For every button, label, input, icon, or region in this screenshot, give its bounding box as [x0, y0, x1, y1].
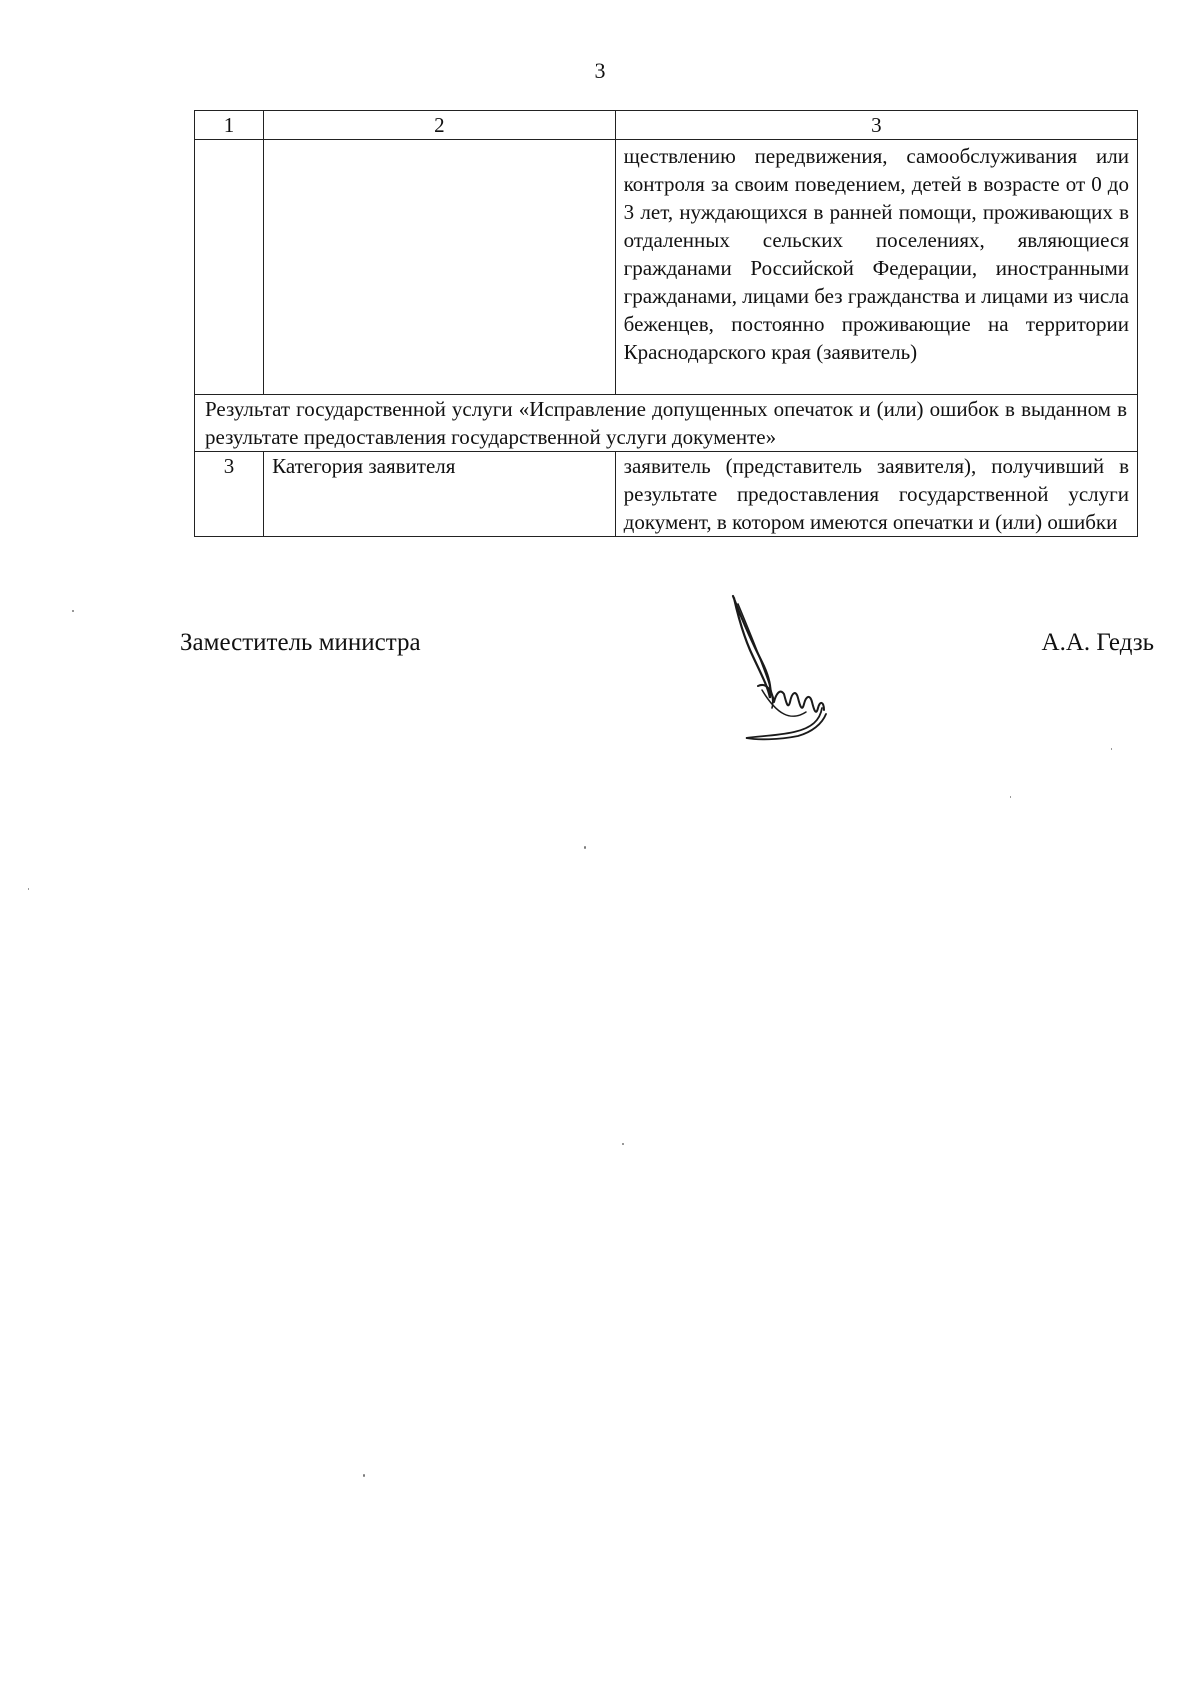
row-category: Категория заявителя: [264, 452, 616, 537]
signatory-position: Заместитель министра: [180, 629, 421, 656]
table-row: [195, 452, 1138, 537]
header-cell-3: 3: [615, 111, 1137, 140]
applicant-category-table: [194, 110, 1138, 537]
table-row: [195, 140, 1138, 395]
scan-speck: [363, 1474, 365, 1477]
page-number: 3: [594, 58, 606, 83]
scan-speck: [1111, 748, 1112, 750]
section-title: Результат государственной услуги «Исправление допущенных опечаток и (или) ошибок в выданном в результате предоставления государственной услуги документе»: [195, 395, 1138, 452]
signatory-name: А.А. Гедзь: [1041, 629, 1154, 656]
row-number: 3: [195, 452, 264, 537]
scan-speck: [72, 610, 74, 612]
continuation-description: ществлению передвижения, самообслуживания или контроля за своим поведением, детей в возрасте от 0 до 3 лет, нуждающихся в ранней помощи, проживающих в отдаленных сельских поселениях, являющиеся гражданами Российской Федерации, иностранными гражданами, лицами без гражданства и лицами из числа беженцев, постоянно проживающие на территории Краснодарского края (заявитель): [615, 140, 1137, 395]
table-header-row: [195, 111, 1138, 140]
row-description: заявитель (представитель заявителя), получивший в результате предоставления государственной услуги документ, в котором имеются опечатки и (или) ошибки: [615, 452, 1137, 537]
scan-speck: [1010, 796, 1011, 798]
header-cell-2: 2: [264, 111, 616, 140]
scan-speck: [622, 1143, 624, 1145]
section-row: [195, 395, 1138, 452]
header-cell-1: 1: [195, 111, 264, 140]
scan-speck: [584, 846, 586, 849]
continuation-cell-2: [264, 140, 616, 395]
handwritten-signature: [728, 590, 858, 760]
continuation-cell-1: [195, 140, 264, 395]
scan-speck: [28, 888, 29, 890]
